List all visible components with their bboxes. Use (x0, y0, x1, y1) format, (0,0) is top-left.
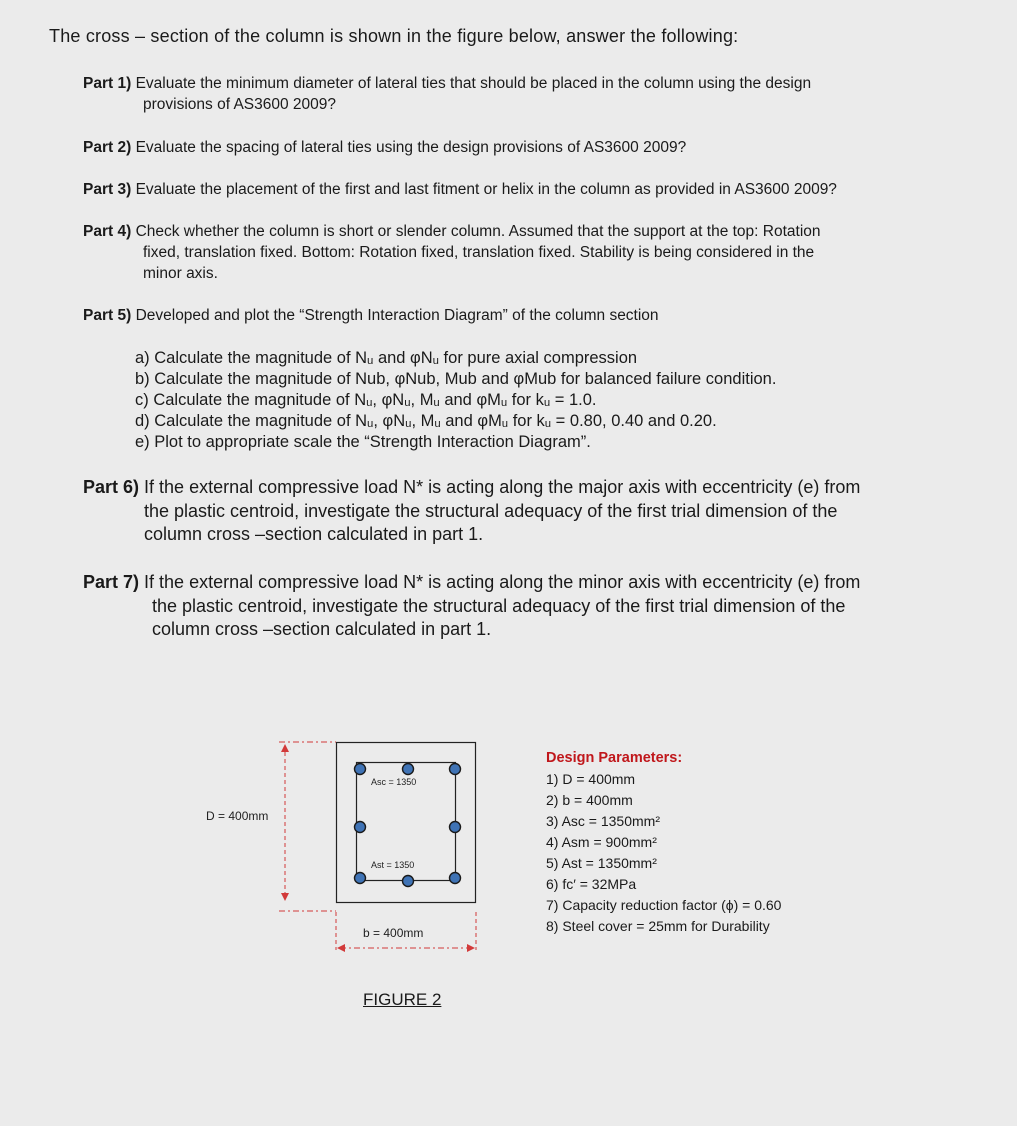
rebar-bottom-left (355, 873, 366, 884)
part-1 (83, 73, 811, 115)
column-cross-section-figure (200, 735, 500, 960)
part-2-line1: Evaluate the spacing of lateral ties using the design provisions of AS3600 2009? (135, 139, 687, 156)
d-dimension-label: D = 400mm (206, 809, 269, 823)
param-item: 2) b = 400mm (546, 792, 633, 808)
asc-label: Asc = 1350 (371, 777, 417, 787)
param-item: 7) Capacity reduction factor (ϕ) = 0.60 (546, 897, 782, 913)
up-arrow-icon (281, 744, 289, 752)
param-item: 8) Steel cover = 25mm for Durability (546, 918, 770, 934)
part-2 (83, 137, 686, 158)
part-7-line1: If the external compressive load N* is acting along the minor axis with eccentricity (e) from (144, 572, 861, 592)
figure-caption: FIGURE 2 (363, 990, 442, 1009)
intro-text: The cross – section of the column is shown in the figure below, answer the following: (49, 26, 739, 46)
part-1-line1: Evaluate the minimum diameter of lateral ties that should be placed in the column using the design (135, 75, 812, 92)
part-6-line2: the plastic centroid, investigate the structural adequacy of the first trial dimension of the (144, 500, 838, 521)
part-5-label: Part 5) (83, 307, 132, 324)
ast-label: Ast = 1350 (371, 860, 415, 870)
b-dimension-label: b = 400mm (363, 926, 424, 940)
part-1-line2: provisions of AS3600 2009? (143, 96, 337, 113)
rebar-mid-right (450, 822, 461, 833)
rebar-bottom-mid (403, 876, 414, 887)
param-item: 3) Asc = 1350mm² (546, 813, 660, 829)
part-6 (83, 476, 860, 547)
part-3-label: Part 3) (83, 181, 132, 198)
params-title: Design Parameters: (546, 750, 683, 766)
part-3-line1: Evaluate the placement of the first and last fitment or helix in the column as provided in AS3600 2009? (135, 181, 837, 198)
subitem-d: d) Calculate the magnitude of Nᵤ, φNᵤ, Mᵤ and φMᵤ for kᵤ = 0.80, 0.40 and 0.20. (135, 412, 717, 430)
part-5-subitems (135, 348, 776, 453)
part-7 (83, 571, 860, 642)
part-2-label: Part 2) (83, 139, 132, 156)
param-item: 1) D = 400mm (546, 771, 636, 787)
part-5-line1: Developed and plot the “Strength Interaction Diagram” of the column section (135, 307, 659, 324)
rebar-mid-left (355, 822, 366, 833)
part-3 (83, 179, 837, 200)
param-item: 4) Asm = 900mm² (546, 834, 657, 850)
part-7-line3: column cross –section calculated in part 1. (152, 619, 492, 639)
part-6-label: Part 6) (83, 477, 140, 497)
part-4-label: Part 4) (83, 223, 132, 240)
part-6-line1: If the external compressive load N* is acting along the major axis with eccentricity (e) from (144, 477, 861, 497)
part-7-line2: the plastic centroid, investigate the structural adequacy of the first trial dimension of the (152, 595, 846, 616)
right-arrow-icon (467, 944, 475, 952)
rebar-top-left (355, 764, 366, 775)
part-4 (83, 221, 821, 284)
param-item: 5) Ast = 1350mm² (546, 855, 657, 871)
rebar-top-right (450, 764, 461, 775)
part-4-line2: fixed, translation fixed. Bottom: Rotation fixed, translation fixed. Stability is being considered in the (143, 244, 815, 261)
part-1-label: Part 1) (83, 75, 132, 92)
rebar-top-mid (403, 764, 414, 775)
part-4-line3: minor axis. (143, 265, 218, 282)
left-arrow-icon (337, 944, 345, 952)
param-item: 6) fc′ = 32MPa (546, 876, 637, 892)
subitem-c: c) Calculate the magnitude of Nᵤ, φNᵤ, Mᵤ and φMᵤ for kᵤ = 1.0. (135, 391, 597, 409)
part-4-line1: Check whether the column is short or slender column. Assumed that the support at the top: Rotation (135, 223, 821, 240)
rebar-bottom-right (450, 873, 461, 884)
design-parameters (546, 748, 781, 937)
down-arrow-icon (281, 893, 289, 901)
subitem-b: b) Calculate the magnitude of Nub, φNub, Mub and φMub for balanced failure condition. (135, 370, 777, 388)
subitem-e: e) Plot to appropriate scale the “Strength Interaction Diagram”. (135, 433, 591, 451)
part-6-line3: column cross –section calculated in part 1. (144, 524, 484, 544)
part-7-label: Part 7) (83, 572, 140, 592)
part-5 (83, 305, 659, 326)
subitem-a: a) Calculate the magnitude of Nᵤ and φNᵤ for pure axial compression (135, 349, 638, 367)
